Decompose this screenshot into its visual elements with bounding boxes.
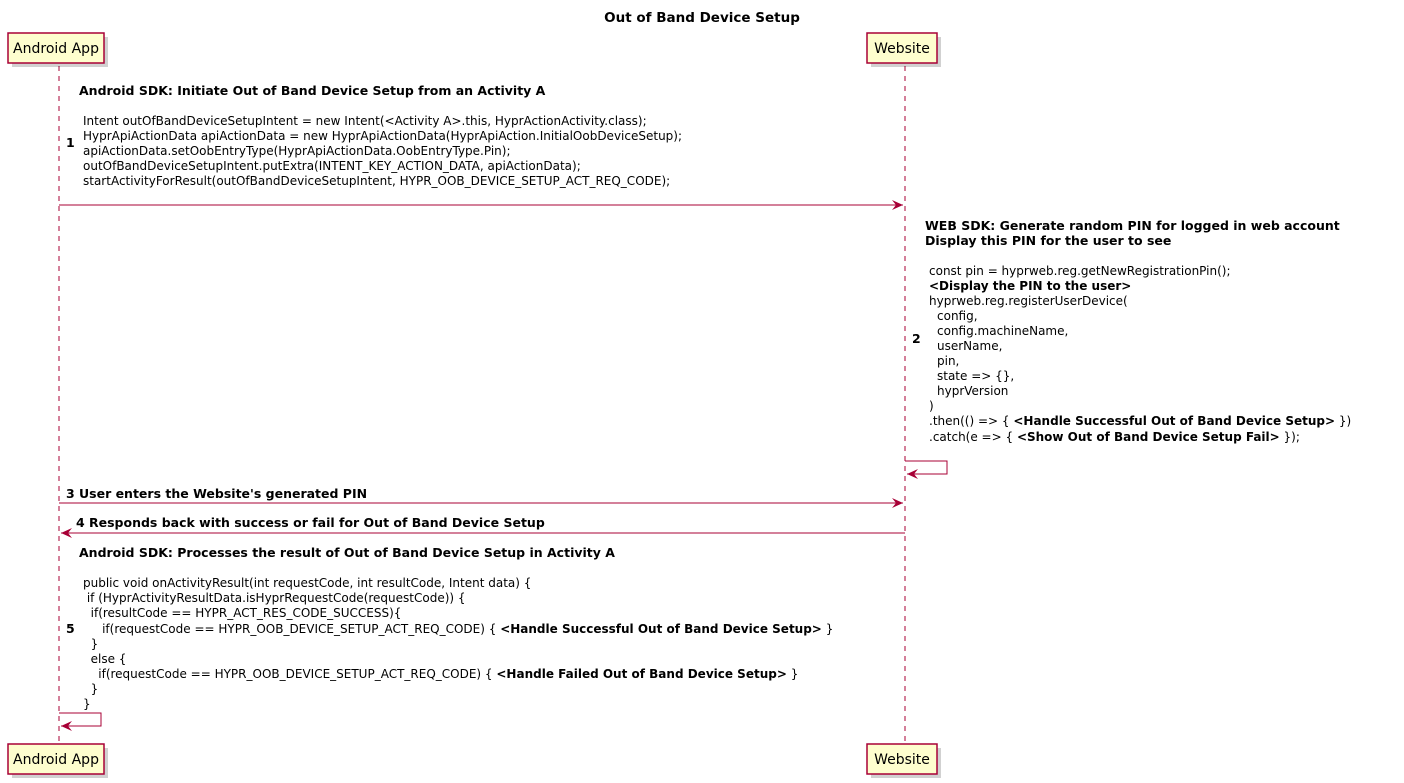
code-line: else {: [83, 652, 127, 666]
code-fragment-bold: <Handle Successful Out of Band Device Setup>: [500, 622, 822, 636]
step-2-self-arrow: [905, 461, 947, 474]
code-line: apiActionData.setOobEntryType(HyprApiActionData.OobEntryType.Pin);: [83, 144, 511, 158]
code-fragment-bold: <Handle Failed Out of Band Device Setup>: [496, 667, 787, 681]
code-line-bold: <Display the PIN to the user>: [929, 279, 1132, 293]
code-fragment: if(requestCode == HYPR_OOB_DEVICE_SETUP_ACT_REQ_CODE) {: [83, 622, 501, 636]
step-1-header: Android SDK: Initiate Out of Band Device Setup from an Activity A: [79, 83, 546, 98]
participant-label: Android App: [13, 752, 99, 768]
code-line: [929, 414, 1351, 428]
step-4-label: Responds back with success or fail for Out of Band Device Setup: [89, 515, 545, 530]
code-line: userName,: [937, 339, 1003, 353]
step-5-header: Android SDK: Processes the result of Out of Band Device Setup in Activity A: [79, 545, 615, 560]
code-fragment: .catch(e => {: [929, 430, 1017, 444]
step-1-message: [59, 83, 903, 205]
code-line: }: [83, 682, 99, 696]
step-3-label: User enters the Website's generated PIN: [79, 486, 368, 501]
participant-android-top: [8, 33, 108, 67]
code-line: }: [83, 637, 99, 651]
step-1-number: 1: [66, 135, 75, 150]
participant-label: Android App: [13, 41, 99, 57]
step-3-number: 3: [66, 486, 75, 501]
code-line: [83, 667, 798, 681]
participant-android-bottom: [8, 744, 108, 778]
code-line: hyprweb.reg.registerUserDevice(: [929, 294, 1128, 308]
code-line: HyprApiActionData apiActionData = new HyprApiActionData(HyprApiAction.InitialOobDeviceSetup);: [83, 129, 683, 143]
step-3-message: [59, 486, 903, 503]
step-2-message: [905, 218, 1351, 474]
code-line: Intent outOfBandDeviceSetupIntent = new Intent(<Activity A>.this, HyprActionActivity.class);: [83, 114, 647, 128]
code-line: state => {},: [937, 369, 1015, 383]
code-fragment: });: [1279, 430, 1300, 444]
code-fragment: .then(() => {: [929, 414, 1014, 428]
code-fragment: if(requestCode == HYPR_OOB_DEVICE_SETUP_ACT_REQ_CODE) {: [83, 667, 497, 681]
code-line: if (HyprActivityResultData.isHyprRequestCode(requestCode)) {: [83, 591, 466, 605]
code-line: pin,: [937, 354, 960, 368]
participant-website-top: [867, 33, 941, 67]
participant-website-bottom: [867, 744, 941, 778]
step-4-number: 4: [76, 515, 85, 530]
code-line: startActivityForResult(outOfBandDeviceSetupIntent, HYPR_OOB_DEVICE_SETUP_ACT_REQ_CODE);: [83, 174, 671, 188]
code-fragment-bold: <Show Out of Band Device Setup Fail>: [1016, 430, 1280, 444]
step-5-self-arrow: [59, 713, 101, 726]
code-line: const pin = hyprweb.reg.getNewRegistrationPin();: [929, 264, 1231, 278]
diagram-title: Out of Band Device Setup: [604, 10, 800, 26]
step-2-header-line-2: Display this PIN for the user to see: [925, 233, 1172, 248]
code-line: config,: [937, 309, 978, 323]
participant-label: Website: [874, 752, 930, 768]
step-5-message: [59, 545, 833, 726]
code-fragment-bold: <Handle Successful Out of Band Device Setup>: [1013, 414, 1336, 428]
code-line: if(resultCode == HYPR_ACT_RES_CODE_SUCCESS){: [83, 606, 402, 620]
step-4-message: [61, 515, 905, 533]
code-line: }: [83, 697, 91, 711]
participant-label: Website: [874, 41, 930, 57]
code-line: [83, 622, 833, 636]
step-2-number: 2: [912, 331, 921, 346]
code-line: public void onActivityResult(int requestCode, int resultCode, Intent data) {: [83, 576, 532, 590]
code-line: [929, 430, 1300, 444]
code-line: config.machineName,: [937, 324, 1069, 338]
code-line: hyprVersion: [937, 384, 1009, 398]
code-line: ): [929, 399, 934, 413]
step-5-number: 5: [66, 621, 75, 636]
code-line: outOfBandDeviceSetupIntent.putExtra(INTENT_KEY_ACTION_DATA, apiActionData);: [83, 159, 581, 173]
code-fragment: }): [1335, 414, 1352, 428]
code-fragment: }: [821, 622, 834, 636]
code-fragment: }: [786, 667, 799, 681]
step-2-header-line-1: WEB SDK: Generate random PIN for logged in web account: [925, 218, 1340, 233]
